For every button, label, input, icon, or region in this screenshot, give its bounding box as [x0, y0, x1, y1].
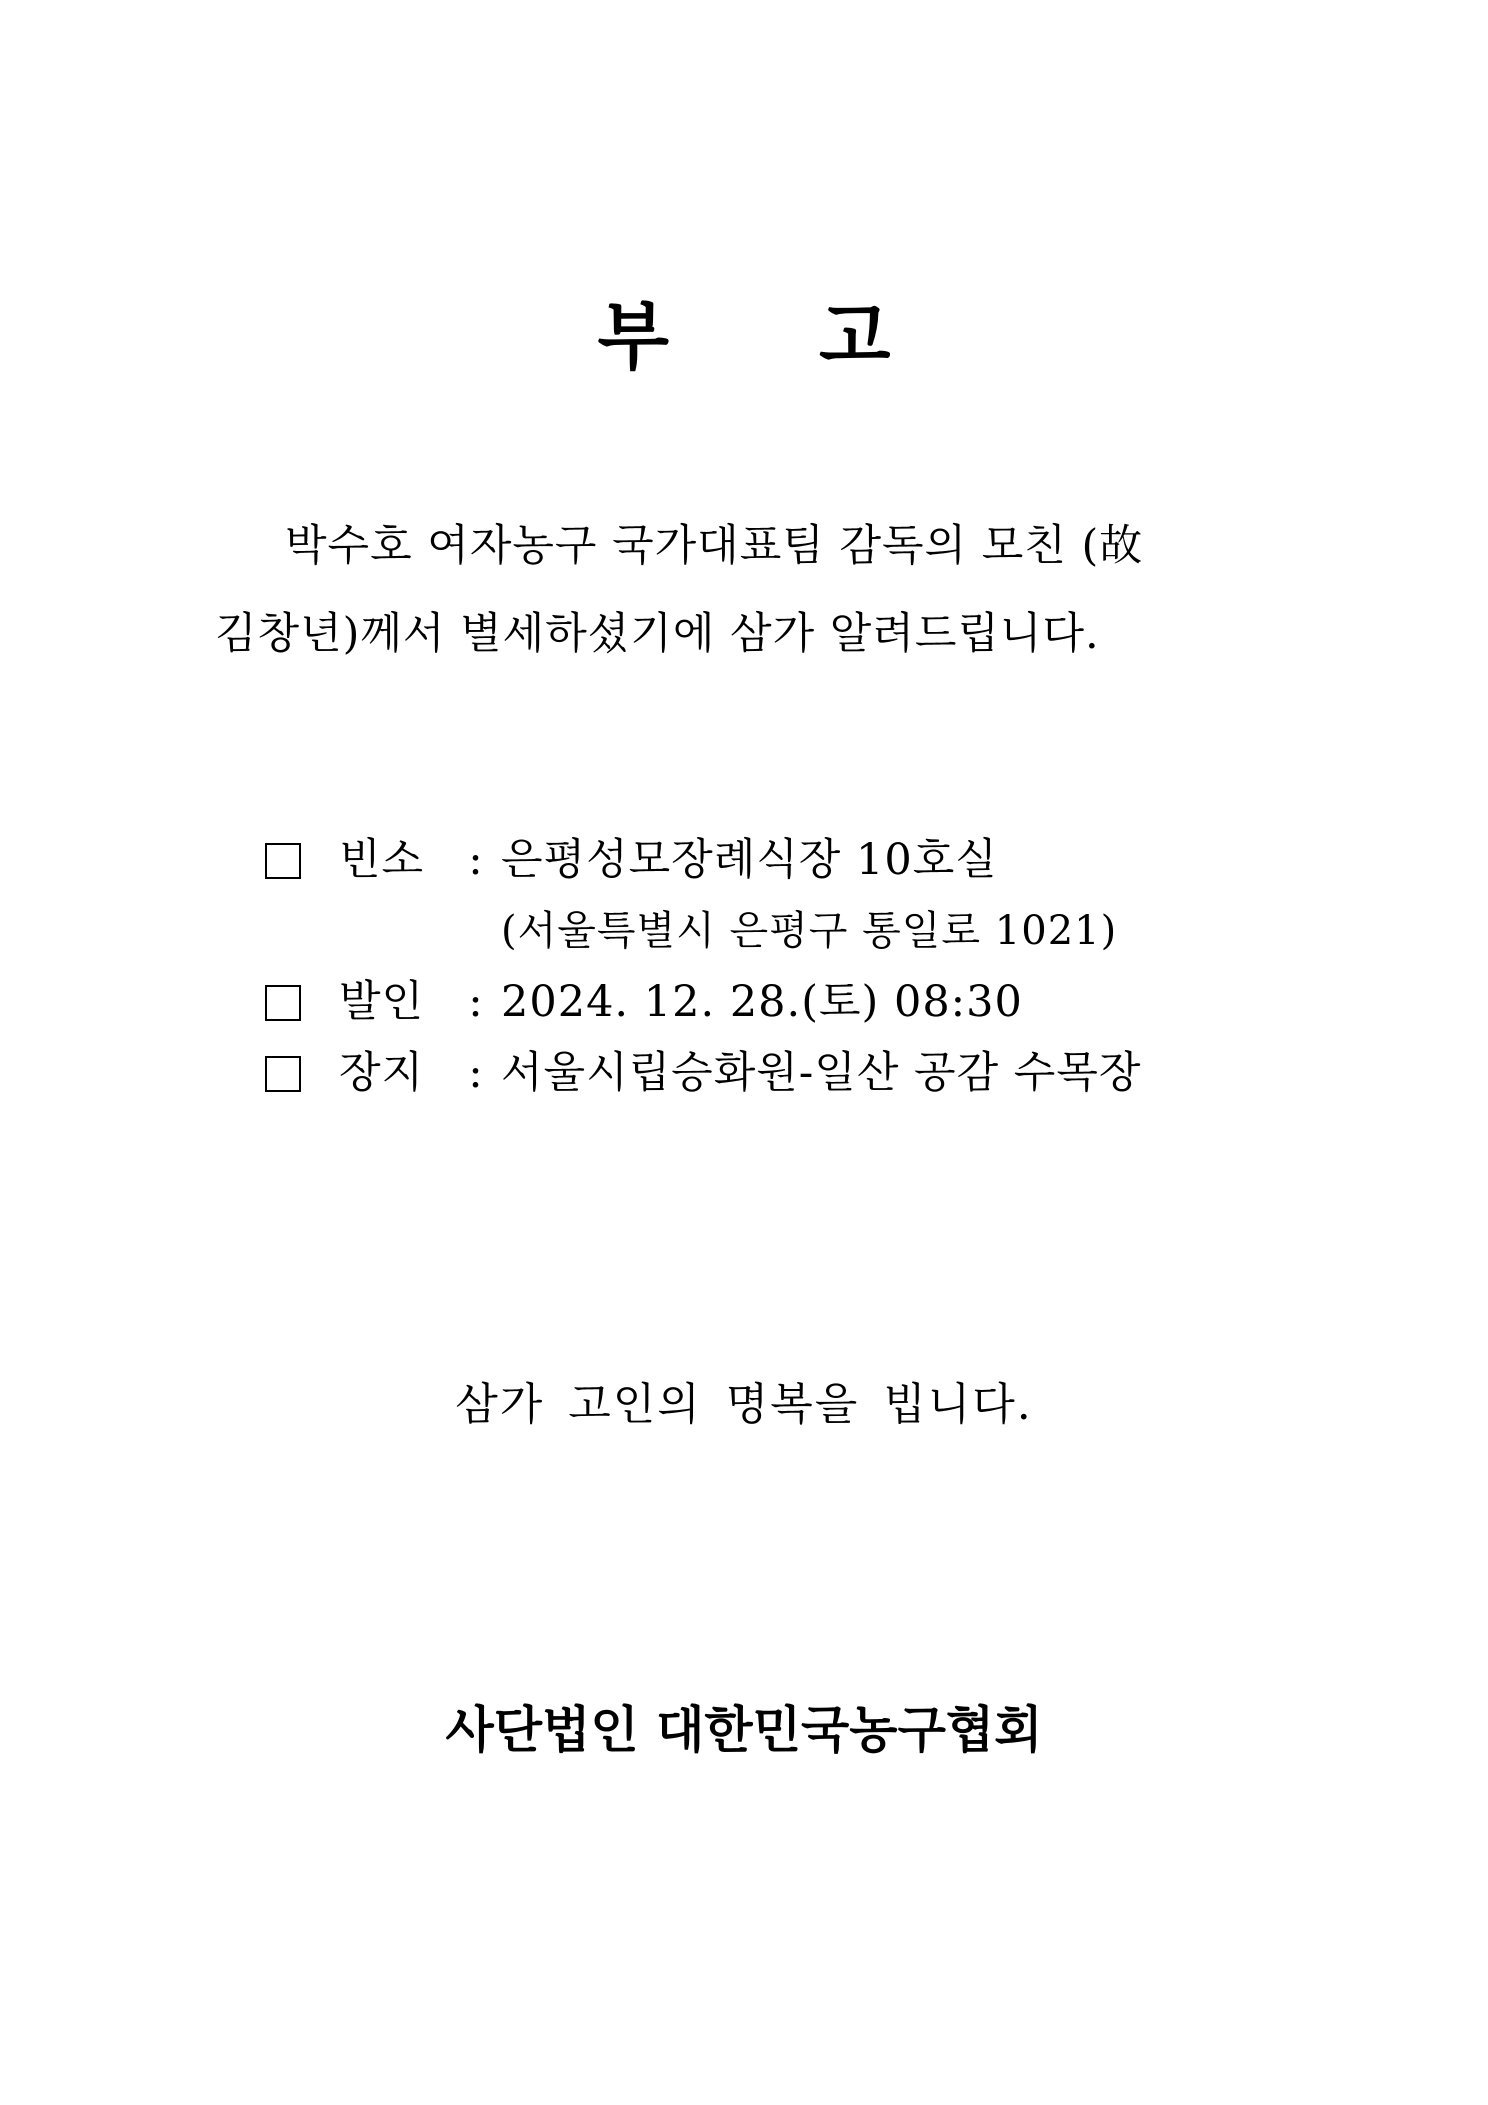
- announcement-line-1: 박수호 여자농구 국가대표팀 감독의 모친 (故: [285, 521, 1144, 571]
- venue-address-row: [265, 896, 1141, 967]
- title-char-2: 고: [819, 294, 891, 380]
- venue-address: (서울특별시 은평구 통일로 1021): [501, 908, 1118, 954]
- details-list: [265, 825, 1141, 1109]
- burial-colon: :: [468, 1048, 484, 1098]
- departure-label: 발인: [339, 977, 425, 1027]
- burial-value: 서울시립승화원-일산 공감 수목장: [501, 1048, 1142, 1098]
- venue-colon: :: [468, 835, 484, 885]
- announcement-line-2: 김창년)께서 별세하셨기에 삼가 알려드립니다.: [215, 609, 1100, 659]
- organization-name: 사단법인 대한민국농구협회: [445, 1701, 1043, 1759]
- departure-value: 2024. 12. 28.(토) 08:30: [501, 977, 1023, 1027]
- document-title: [0, 294, 1488, 380]
- venue-label: 빈소: [339, 835, 425, 885]
- burial-row: [265, 1038, 1141, 1109]
- venue-row: [265, 825, 1141, 896]
- announcement-paragraph: [215, 502, 1295, 678]
- burial-label: 장지: [339, 1048, 425, 1098]
- venue-value: 은평성모장례식장 10호실: [501, 835, 998, 885]
- departure-checkbox-icon: [265, 985, 301, 1021]
- venue-checkbox-icon: [265, 843, 301, 879]
- departure-colon: :: [468, 977, 484, 1027]
- burial-checkbox-icon: [265, 1056, 301, 1092]
- condolence-message: 삼가 고인의 명복을 빕니다.: [455, 1379, 1033, 1430]
- departure-row: [265, 967, 1141, 1038]
- title-char-1: 부: [597, 294, 669, 380]
